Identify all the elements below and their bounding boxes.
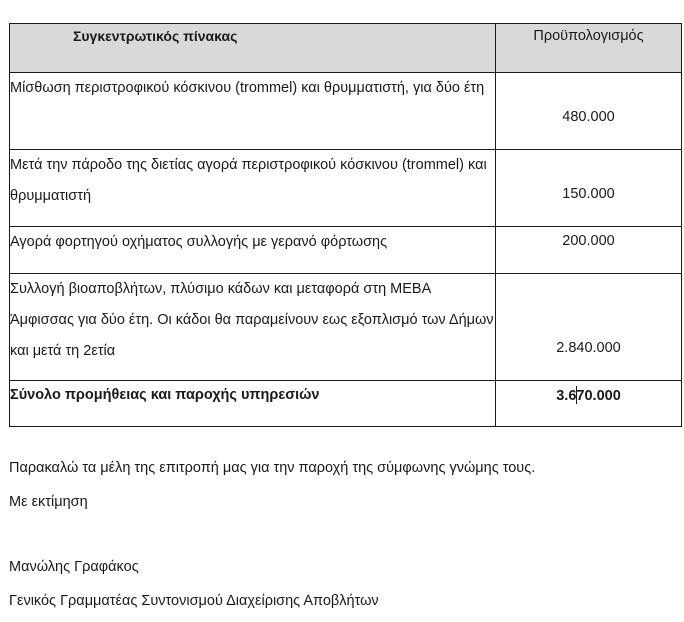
amount-value: 200.000 (562, 233, 615, 249)
total-amount-value (496, 386, 681, 404)
table-row (10, 73, 682, 150)
total-amount-part-1: 3.6 (556, 388, 577, 404)
header-description: Συγκεντρωτικός πίνακας (10, 24, 496, 73)
row-description[interactable]: Μίσθωση περιστροφικού κόσκινου (trommel) και θρυμματιστή, για δύο έτη (10, 73, 496, 150)
row-amount[interactable] (496, 73, 682, 150)
row-description[interactable]: Συλλογή βιοαποβλήτων, πλύσιμο κάδων και μεταφορά στη ΜΕΒΑ Άμφισσας για δύο έτη. Οι κάδοι θα παραμείνουν εως εξοπλισμό των Δήμων και μετά τη 2ετία (10, 274, 496, 381)
row-amount[interactable] (496, 274, 682, 381)
closing-line[interactable]: Με εκτίμηση (9, 494, 88, 510)
amount-value: 2.840.000 (556, 340, 621, 356)
signatory-name[interactable]: Μανώλης Γραφάκος (9, 559, 139, 575)
total-amount-part-2: 70.000 (576, 388, 621, 404)
table-row (10, 274, 682, 381)
summary-table (9, 23, 682, 427)
amount-value: 480.000 (562, 109, 615, 125)
header-budget: Προϋπολογισμός (496, 24, 682, 73)
row-amount[interactable] (496, 227, 682, 274)
signatory-title[interactable]: Γενικός Γραμματέας Συντονισμού Διαχείρισης Αποβλήτων (9, 593, 379, 609)
row-description[interactable]: Μετά την πάροδο της διετίας αγορά περιστροφικού κόσκινου (trommel) και θρυμματιστή (10, 150, 496, 227)
total-description[interactable]: Σύνολο προμήθειας και παροχής υπηρεσιών (10, 381, 496, 427)
table-header-row (10, 24, 682, 73)
table-row (10, 150, 682, 227)
request-paragraph[interactable]: Παρακαλώ τα μέλη της επιτροπή μας για την παροχή της σύμφωνης γνώμης τους. (9, 460, 536, 476)
table-row (10, 227, 682, 274)
table-total-row (10, 381, 682, 427)
row-description[interactable]: Αγορά φορτηγού οχήματος συλλογής με γερανό φόρτωσης (10, 227, 496, 274)
amount-value: 150.000 (562, 186, 615, 202)
row-amount[interactable] (496, 150, 682, 227)
total-amount[interactable] (496, 381, 682, 427)
